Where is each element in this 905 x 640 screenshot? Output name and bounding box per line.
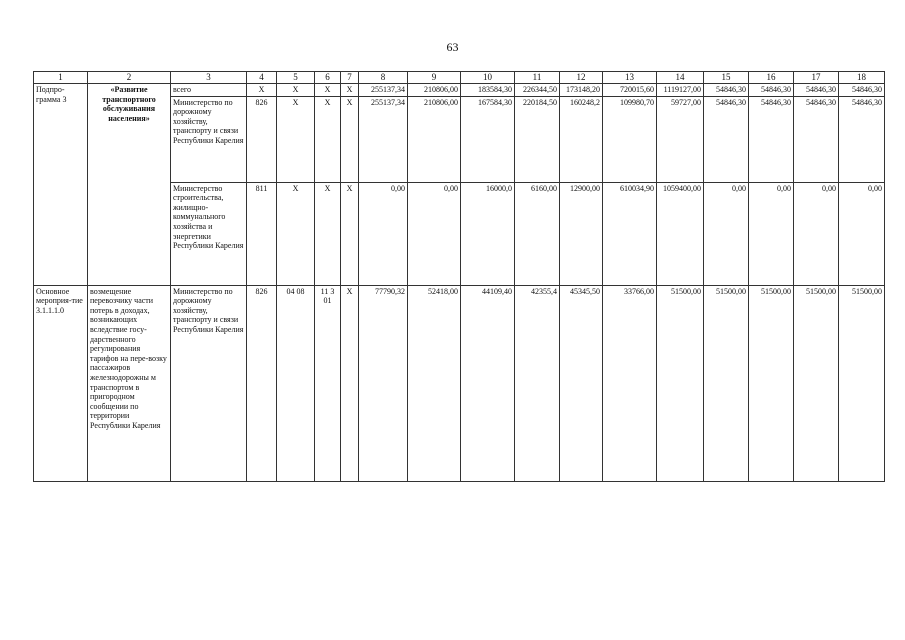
executor-cell: всего bbox=[171, 84, 247, 97]
header-cell: 1 bbox=[34, 72, 88, 84]
code-cell: X bbox=[341, 84, 359, 97]
header-cell: 11 bbox=[515, 72, 560, 84]
value-cell: 44109,40 bbox=[461, 285, 515, 481]
value-cell: 33766,00 bbox=[603, 285, 657, 481]
header-cell: 3 bbox=[171, 72, 247, 84]
value-cell: 1119127,00 bbox=[657, 84, 704, 97]
value-cell: 59727,00 bbox=[657, 96, 704, 182]
value-cell: 173148,20 bbox=[560, 84, 603, 97]
header-cell: 4 bbox=[247, 72, 277, 84]
header-cell: 17 bbox=[794, 72, 839, 84]
code-cell: X bbox=[341, 182, 359, 285]
value-cell: 51500,00 bbox=[657, 285, 704, 481]
value-cell: 255137,34 bbox=[359, 96, 408, 182]
value-cell: 226344,50 bbox=[515, 84, 560, 97]
header-cell: 2 bbox=[88, 72, 171, 84]
value-cell: 0,00 bbox=[839, 182, 885, 285]
value-cell: 220184,50 bbox=[515, 96, 560, 182]
value-cell: 51500,00 bbox=[704, 285, 749, 481]
value-cell: 51500,00 bbox=[794, 285, 839, 481]
value-cell: 183584,30 bbox=[461, 84, 515, 97]
header-cell: 9 bbox=[408, 72, 461, 84]
code-cell: X bbox=[341, 96, 359, 182]
code-cell: X bbox=[277, 84, 315, 97]
value-cell: 54846,30 bbox=[794, 96, 839, 182]
budget-table bbox=[33, 71, 885, 482]
value-cell: 0,00 bbox=[794, 182, 839, 285]
measure-title: возмещение перевозчику части потерь в доходах, возникающих вследствие госу-дарственного регулирования тарифов на пере-возку пассажиров железнодорожны м транспортом в пригородном сообщении по территории Республики Карелия bbox=[88, 285, 171, 481]
code-cell: X bbox=[315, 84, 341, 97]
value-cell: 54846,30 bbox=[839, 96, 885, 182]
value-cell: 109980,70 bbox=[603, 96, 657, 182]
header-cell: 10 bbox=[461, 72, 515, 84]
code-cell: X bbox=[341, 285, 359, 481]
value-cell: 51500,00 bbox=[839, 285, 885, 481]
header-cell: 13 bbox=[603, 72, 657, 84]
value-cell: 52418,00 bbox=[408, 285, 461, 481]
value-cell: 0,00 bbox=[408, 182, 461, 285]
value-cell: 210806,00 bbox=[408, 84, 461, 97]
value-cell: 720015,60 bbox=[603, 84, 657, 97]
table-row bbox=[34, 285, 885, 481]
value-cell: 42355,4 bbox=[515, 285, 560, 481]
value-cell: 1059400,00 bbox=[657, 182, 704, 285]
value-cell: 0,00 bbox=[704, 182, 749, 285]
header-cell: 18 bbox=[839, 72, 885, 84]
header-cell: 5 bbox=[277, 72, 315, 84]
value-cell: 54846,30 bbox=[794, 84, 839, 97]
page-number: 63 bbox=[446, 40, 459, 54]
value-cell: 0,00 bbox=[359, 182, 408, 285]
code-cell: 11 3 01 bbox=[315, 285, 341, 481]
code-cell: 811 bbox=[247, 182, 277, 285]
value-cell: 167584,30 bbox=[461, 96, 515, 182]
header-cell: 12 bbox=[560, 72, 603, 84]
value-cell: 160248,2 bbox=[560, 96, 603, 182]
value-cell: 45345,50 bbox=[560, 285, 603, 481]
subprogram-label: Подпро-грамма 3 bbox=[34, 84, 88, 286]
value-cell: 0,00 bbox=[749, 182, 794, 285]
executor-cell: Министерство по дорожному хозяйству, транспорту и связи Республики Карелия bbox=[171, 96, 247, 182]
value-cell: 16000,0 bbox=[461, 182, 515, 285]
executor-cell: Министерство строительства, жилищно-коммунального хозяйства и энергетики Республики Карелия bbox=[171, 182, 247, 285]
value-cell: 12900,00 bbox=[560, 182, 603, 285]
code-cell: X bbox=[315, 96, 341, 182]
value-cell: 54846,30 bbox=[749, 84, 794, 97]
value-cell: 54846,30 bbox=[704, 84, 749, 97]
value-cell: 54846,30 bbox=[839, 84, 885, 97]
header-cell: 14 bbox=[657, 72, 704, 84]
measure-label: Основное мероприя-тие 3.1.1.1.0 bbox=[34, 285, 88, 481]
header-cell: 7 bbox=[341, 72, 359, 84]
value-cell: 77790,32 bbox=[359, 285, 408, 481]
code-cell: X bbox=[247, 84, 277, 97]
value-cell: 6160,00 bbox=[515, 182, 560, 285]
header-cell: 8 bbox=[359, 72, 408, 84]
code-cell: X bbox=[277, 182, 315, 285]
value-cell: 610034,90 bbox=[603, 182, 657, 285]
code-cell: X bbox=[315, 182, 341, 285]
header-cell: 15 bbox=[704, 72, 749, 84]
value-cell: 54846,30 bbox=[704, 96, 749, 182]
code-cell: 826 bbox=[247, 285, 277, 481]
code-cell: 826 bbox=[247, 96, 277, 182]
executor-cell: Министерство по дорожному хозяйству, транспорту и связи Республики Карелия bbox=[171, 285, 247, 481]
subprogram-title: «Развитие транспортного обслуживания населения» bbox=[88, 84, 171, 286]
value-cell: 54846,30 bbox=[749, 96, 794, 182]
value-cell: 210806,00 bbox=[408, 96, 461, 182]
header-cell: 6 bbox=[315, 72, 341, 84]
value-cell: 255137,34 bbox=[359, 84, 408, 97]
header-cell: 16 bbox=[749, 72, 794, 84]
header-row bbox=[34, 72, 885, 84]
code-cell: X bbox=[277, 96, 315, 182]
table-row bbox=[34, 84, 885, 97]
code-cell: 04 08 bbox=[277, 285, 315, 481]
value-cell: 51500,00 bbox=[749, 285, 794, 481]
